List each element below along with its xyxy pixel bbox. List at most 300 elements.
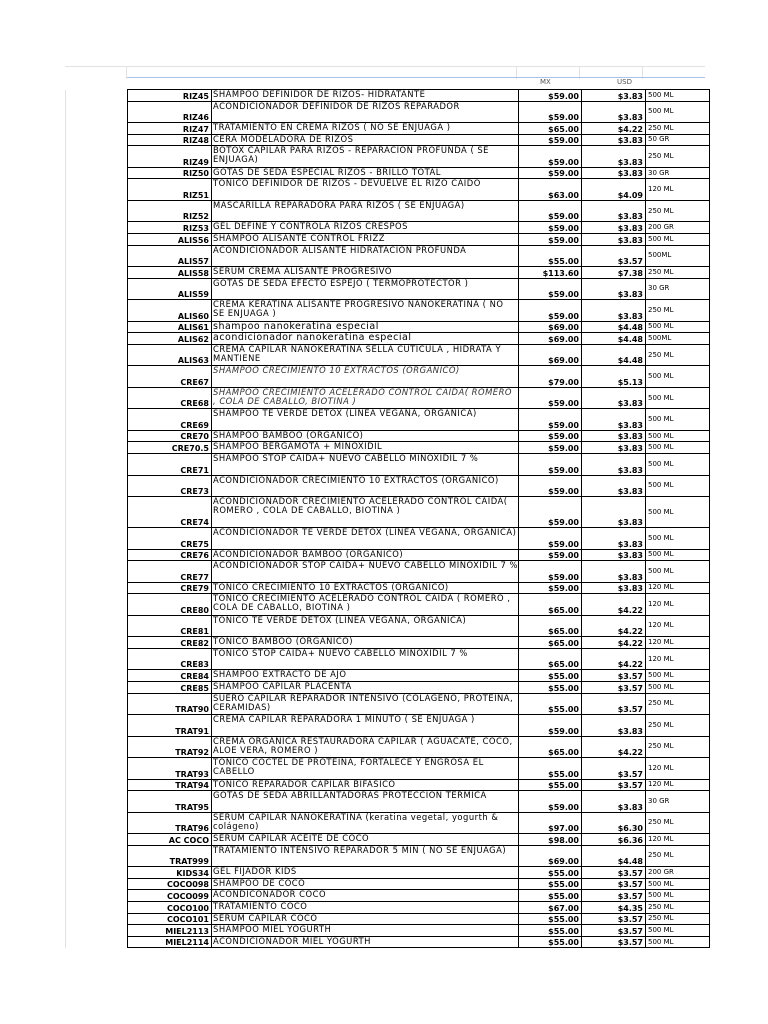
row-gutter <box>66 146 128 168</box>
table-row[interactable] <box>66 409 710 431</box>
product-size: 250 ML <box>646 300 710 322</box>
price-mx: $55.00 <box>519 878 582 890</box>
row-gutter <box>66 670 128 682</box>
product-description: BOTOX CAPILAR PARA RIZOS - REPARACION PROFUNDA ( SE ENJUAGA) <box>212 146 519 168</box>
product-code: RIZ52 <box>128 200 212 222</box>
row-gutter <box>66 637 128 649</box>
price-usd: $3.83 <box>582 791 646 813</box>
table-row[interactable] <box>66 779 710 791</box>
product-code: COCO101 <box>128 913 212 925</box>
product-description: TONICO CRECIMIENTO 10 EXTRACTOS (ORGANICO) <box>212 582 519 594</box>
table-row[interactable] <box>66 878 710 890</box>
price-mx: $55.00 <box>519 758 582 780</box>
price-mx: $65.00 <box>519 594 582 616</box>
table-row[interactable] <box>66 278 710 300</box>
product-code: ALIS59 <box>128 278 212 300</box>
product-description: TONICO STOP CAIDA+ NUEVO CABELLO MINOXIDIL 7 % <box>212 648 519 670</box>
product-size: 500 ML <box>646 528 710 550</box>
price-usd: $3.83 <box>582 167 646 179</box>
price-usd: $3.57 <box>582 890 646 902</box>
product-description: SHAMPOO STOP CAIDA+ NUEVO CABELLO MINOXIDIL 7 % <box>212 454 519 476</box>
table-row[interactable] <box>66 736 710 758</box>
product-code: CRE76 <box>128 549 212 561</box>
row-gutter <box>66 878 128 890</box>
price-usd: $3.83 <box>582 409 646 431</box>
row-gutter <box>66 528 128 550</box>
row-gutter <box>66 233 128 245</box>
table-row[interactable] <box>66 791 710 813</box>
table-row[interactable] <box>66 758 710 780</box>
product-size: 120 ML <box>646 594 710 616</box>
price-usd: $3.83 <box>582 715 646 737</box>
price-usd: $6.30 <box>582 812 646 834</box>
product-size: 120 ML <box>646 648 710 670</box>
table-row[interactable] <box>66 454 710 476</box>
row-gutter <box>66 179 128 201</box>
product-size: 500 ML <box>646 366 710 388</box>
product-description: SHAMPOO EXTRACTO DE AJO <box>212 670 519 682</box>
row-gutter <box>66 101 128 123</box>
product-code: CRE79 <box>128 582 212 594</box>
price-usd: $3.57 <box>582 925 646 937</box>
row-gutter <box>66 779 128 791</box>
price-usd: $4.22 <box>582 736 646 758</box>
price-mx: $59.00 <box>519 200 582 222</box>
product-description: CREMA ORGANICA RESTAURADORA CAPILAR ( AGUACATE, COCO, ALOE VERA, ROMERO ) <box>212 736 519 758</box>
product-description: SERUM CAPILAR COCO <box>212 913 519 925</box>
product-code: RIZ50 <box>128 167 212 179</box>
price-mx: $55.00 <box>519 936 582 948</box>
product-size: 250 ML <box>646 344 710 366</box>
row-gutter <box>66 693 128 715</box>
table-row[interactable] <box>66 845 710 867</box>
price-mx: $59.00 <box>519 90 582 102</box>
product-description: SHAMPOO ALISANTE CONTROL FRIZZ <box>212 233 519 245</box>
product-size: 30 GR <box>646 167 710 179</box>
product-size: 500ML <box>646 245 710 267</box>
table-row[interactable] <box>66 179 710 201</box>
product-description: SHAMPOO CRECIMIENTO 10 EXTRACTOS (ORGANICO) <box>212 366 519 388</box>
price-mx: $65.00 <box>519 615 582 637</box>
product-description: TONICO REPARADOR CAPILAR BIFASICO <box>212 779 519 791</box>
table-row[interactable] <box>66 475 710 497</box>
table-row[interactable] <box>66 528 710 550</box>
row-gutter <box>66 913 128 925</box>
product-code: CRE77 <box>128 561 212 583</box>
product-size: 250 ML <box>646 146 710 168</box>
product-size: 120 ML <box>646 637 710 649</box>
product-size: 500 ML <box>646 670 710 682</box>
product-size: 500 ML <box>646 561 710 583</box>
product-size: 500 ML <box>646 387 710 409</box>
product-description: ACONDICIONADOR BAMBOO (ORGANICO) <box>212 549 519 561</box>
price-mx: $69.00 <box>519 845 582 867</box>
product-code: TRAT93 <box>128 758 212 780</box>
product-description: GEL DEFINE Y CONTROLA RIZOS CRESPOS <box>212 222 519 234</box>
price-usd: $3.83 <box>582 101 646 123</box>
row-gutter <box>66 344 128 366</box>
product-description: GOTAS DE SEDA ESPECIAL RIZOS - BRILLO TOTAL <box>212 167 519 179</box>
price-mx: $59.00 <box>519 454 582 476</box>
product-code: ALIS62 <box>128 333 212 345</box>
table-row[interactable] <box>66 497 710 528</box>
price-mx: $55.00 <box>519 681 582 693</box>
table-row[interactable] <box>66 637 710 649</box>
product-size: 250 ML <box>646 913 710 925</box>
row-gutter <box>66 615 128 637</box>
price-mx: $59.00 <box>519 528 582 550</box>
table-row[interactable] <box>66 123 710 135</box>
table-row[interactable] <box>66 867 710 879</box>
product-size: 30 GR <box>646 791 710 813</box>
product-size: 500 ML <box>646 101 710 123</box>
product-description: CREMA CAPILAR REPARADORA 1 MINUTO ( SE ENJUAGA ) <box>212 715 519 737</box>
table-row[interactable] <box>66 90 710 102</box>
product-size: 120 ML <box>646 582 710 594</box>
price-mx: $55.00 <box>519 925 582 937</box>
table-row[interactable] <box>66 245 710 267</box>
price-mx: $59.00 <box>519 475 582 497</box>
price-mx: $59.00 <box>519 442 582 454</box>
product-description: SHAMPOO DEFINIDOR DE RIZOS- HIDRATANTE <box>212 90 519 102</box>
price-usd: $3.57 <box>582 758 646 780</box>
product-code: TRAT94 <box>128 779 212 791</box>
table-row[interactable] <box>66 693 710 715</box>
table-row[interactable] <box>66 549 710 561</box>
row-gutter <box>66 409 128 431</box>
table-row[interactable] <box>66 670 710 682</box>
price-mx: $59.00 <box>519 146 582 168</box>
product-description: ACONDICIONADOR MIEL YOGURTH <box>212 936 519 948</box>
product-size: 120 ML <box>646 179 710 201</box>
price-mx: $67.00 <box>519 901 582 913</box>
price-usd: $3.83 <box>582 528 646 550</box>
row-gutter <box>66 167 128 179</box>
product-size: 250 ML <box>646 715 710 737</box>
product-description: SHAMPOO BERGAMOTA + MINOXIDIL <box>212 442 519 454</box>
table-row[interactable] <box>66 936 710 948</box>
price-usd: $3.57 <box>582 670 646 682</box>
row-gutter <box>66 758 128 780</box>
product-description: CERA MODELADORA DE RIZOS <box>212 134 519 146</box>
product-code: ALIS61 <box>128 321 212 333</box>
product-description: TRATAMIENTO INTENSIVO REPARADOR 5 MIN ( NO SE ENJUAGA) <box>212 845 519 867</box>
price-mx: $65.00 <box>519 736 582 758</box>
product-description: ACONDICIONADOR DEFINIDOR DE RIZOS REPARADOR <box>212 101 519 123</box>
product-description: SHAMPOO DE COCO <box>212 878 519 890</box>
product-description: SUERO CAPILAR REPARADOR INTENSIVO (COLAGENO, PROTEINA, CERAMIDAS) <box>212 693 519 715</box>
row-gutter <box>66 430 128 442</box>
price-usd: $4.35 <box>582 901 646 913</box>
price-mx: $55.00 <box>519 913 582 925</box>
product-code: TRAT90 <box>128 693 212 715</box>
price-mx: $59.00 <box>519 387 582 409</box>
mx-column-header: MX <box>540 78 551 86</box>
product-size: 120 ML <box>646 758 710 780</box>
table-row[interactable] <box>66 134 710 146</box>
table-row[interactable] <box>66 233 710 245</box>
price-mx: $59.00 <box>519 549 582 561</box>
row-gutter <box>66 791 128 813</box>
product-code: RIZ45 <box>128 90 212 102</box>
product-description: CREMA CAPILAR NANOKERATINA SELLA CUTICULA , HIDRATA Y MANTIENE <box>212 344 519 366</box>
row-gutter <box>66 222 128 234</box>
table-row[interactable] <box>66 715 710 737</box>
price-usd: $3.83 <box>582 454 646 476</box>
product-code: ALIS60 <box>128 300 212 322</box>
row-gutter <box>66 715 128 737</box>
price-usd: $4.22 <box>582 123 646 135</box>
price-list-body <box>66 90 710 948</box>
table-row[interactable] <box>66 925 710 937</box>
price-usd: $4.48 <box>582 333 646 345</box>
product-description: SHAMPOO BAMBOO (ORGANICO) <box>212 430 519 442</box>
price-usd: $3.83 <box>582 475 646 497</box>
row-gutter <box>66 648 128 670</box>
price-mx: $59.00 <box>519 134 582 146</box>
row-gutter <box>66 867 128 879</box>
price-usd: $4.22 <box>582 594 646 616</box>
price-usd: $3.83 <box>582 561 646 583</box>
product-code: TRAT95 <box>128 791 212 813</box>
product-description: SHAMPOO CRECIMIENTO ACELERADO CONTROL CAIDA( ROMERO , COLA DE CABALLO, BIOTINA ) <box>212 387 519 409</box>
price-mx: $59.00 <box>519 582 582 594</box>
price-usd: $3.57 <box>582 936 646 948</box>
table-row[interactable] <box>66 594 710 616</box>
product-size: 50 GR <box>646 134 710 146</box>
product-description: ACONDICIONADOR CRECIMIENTO ACELERADO CONTROL CAIDA( ROMERO , COLA DE CABALLO, BIOTINA ) <box>212 497 519 528</box>
row-gutter <box>66 582 128 594</box>
product-code: CRE85 <box>128 681 212 693</box>
row-gutter <box>66 834 128 846</box>
product-size: 500 ML <box>646 454 710 476</box>
product-description: GOTAS DE SEDA ABRILLANTADORAS PROTECCION TERMICA <box>212 791 519 813</box>
table-row[interactable] <box>66 615 710 637</box>
row-gutter <box>66 454 128 476</box>
product-code: COCO100 <box>128 901 212 913</box>
product-size: 250 ML <box>646 200 710 222</box>
price-mx: $97.00 <box>519 812 582 834</box>
table-row[interactable] <box>66 267 710 279</box>
product-code: CRE81 <box>128 615 212 637</box>
row-gutter <box>66 134 128 146</box>
product-description: ACONDICIONADOR TE VERDE DETOX (LINEA VEGANA, ORGANICA) <box>212 528 519 550</box>
price-mx: $55.00 <box>519 245 582 267</box>
price-mx: $59.00 <box>519 101 582 123</box>
product-code: CRE73 <box>128 475 212 497</box>
product-size: 250 ML <box>646 123 710 135</box>
price-usd: $3.57 <box>582 681 646 693</box>
product-code: RIZ49 <box>128 146 212 168</box>
price-usd: $3.57 <box>582 693 646 715</box>
product-description: TONICO DEFINIDOR DE RIZOS - DEVUELVE EL RIZO CAIDO <box>212 179 519 201</box>
price-mx: $98.00 <box>519 834 582 846</box>
product-description: TRATAMIENTO EN CREMA RIZOS ( NO SE ENJUAGA ) <box>212 123 519 135</box>
product-description: TONICO TE VERDE DETOX (LINEA VEGANA, ORGANICA) <box>212 615 519 637</box>
table-row[interactable] <box>66 681 710 693</box>
product-code: CRE67 <box>128 366 212 388</box>
product-code: RIZ53 <box>128 222 212 234</box>
price-mx: $69.00 <box>519 321 582 333</box>
price-mx: $55.00 <box>519 779 582 791</box>
table-row[interactable] <box>66 901 710 913</box>
product-size: 500 ML <box>646 878 710 890</box>
table-row[interactable] <box>66 200 710 222</box>
product-code: CRE70.5 <box>128 442 212 454</box>
table-row[interactable] <box>66 561 710 583</box>
product-size: 250 ML <box>646 736 710 758</box>
table-row[interactable] <box>66 890 710 902</box>
product-description: CREMA KERATINA ALISANTE PROGRESIVO NANOKERATINA ( NO SE ENJUAGA ) <box>212 300 519 322</box>
table-row[interactable] <box>66 333 710 345</box>
row-gutter <box>66 278 128 300</box>
row-gutter <box>66 300 128 322</box>
product-code: RIZ46 <box>128 101 212 123</box>
table-row[interactable] <box>66 300 710 322</box>
price-mx: $59.00 <box>519 300 582 322</box>
product-code: KIDS34 <box>128 867 212 879</box>
product-code: TRAT92 <box>128 736 212 758</box>
row-gutter <box>66 901 128 913</box>
price-usd: $3.83 <box>582 200 646 222</box>
product-code: ALIS57 <box>128 245 212 267</box>
product-code: CRE70 <box>128 430 212 442</box>
product-size: 500 ML <box>646 936 710 948</box>
price-mx: $63.00 <box>519 179 582 201</box>
row-gutter <box>66 925 128 937</box>
product-size: 500 ML <box>646 430 710 442</box>
price-usd: $3.83 <box>582 549 646 561</box>
table-row[interactable] <box>66 812 710 834</box>
price-usd: $4.48 <box>582 845 646 867</box>
product-size: 200 GR <box>646 222 710 234</box>
price-usd: $3.83 <box>582 90 646 102</box>
price-mx: $59.00 <box>519 791 582 813</box>
table-row[interactable] <box>66 344 710 366</box>
product-size: 500 ML <box>646 890 710 902</box>
price-usd: $4.48 <box>582 321 646 333</box>
product-code: COCO098 <box>128 878 212 890</box>
price-mx: $59.00 <box>519 409 582 431</box>
row-gutter <box>66 200 128 222</box>
price-usd: $4.09 <box>582 179 646 201</box>
product-size: 500 ML <box>646 442 710 454</box>
price-usd: $3.83 <box>582 233 646 245</box>
row-gutter <box>66 387 128 409</box>
row-gutter <box>66 561 128 583</box>
product-size: 250 ML <box>646 693 710 715</box>
table-row[interactable] <box>66 167 710 179</box>
table-row[interactable] <box>66 146 710 168</box>
row-gutter <box>66 736 128 758</box>
product-size: 120 ML <box>646 779 710 791</box>
product-description: GEL FIJADOR KIDS <box>212 867 519 879</box>
price-mx: $55.00 <box>519 867 582 879</box>
table-row[interactable] <box>66 101 710 123</box>
table-row[interactable] <box>66 430 710 442</box>
price-usd: $3.83 <box>582 497 646 528</box>
price-usd: $3.83 <box>582 387 646 409</box>
product-code: ALIS63 <box>128 344 212 366</box>
table-row[interactable] <box>66 321 710 333</box>
product-code: RIZ51 <box>128 179 212 201</box>
row-gutter <box>66 475 128 497</box>
row-gutter <box>66 90 128 102</box>
product-code: CRE69 <box>128 409 212 431</box>
table-row[interactable] <box>66 442 710 454</box>
product-size: 500 ML <box>646 321 710 333</box>
product-code: CRE68 <box>128 387 212 409</box>
price-usd: $3.57 <box>582 878 646 890</box>
table-row[interactable] <box>66 913 710 925</box>
product-code: COCO099 <box>128 890 212 902</box>
price-mx: $59.00 <box>519 561 582 583</box>
product-code: CRE82 <box>128 637 212 649</box>
product-code: ALIS58 <box>128 267 212 279</box>
product-code: TRAT96 <box>128 812 212 834</box>
product-description: GOTAS DE SEDA EFECTO ESPEJO ( TERMOPROTECTOR ) <box>212 278 519 300</box>
price-mx: $59.00 <box>519 430 582 442</box>
table-row[interactable] <box>66 648 710 670</box>
product-size: 250 ML <box>646 267 710 279</box>
product-description: SERUM CAPILAR NANOKERATINA (keratina vegetal, yogurth & colágeno) <box>212 812 519 834</box>
product-code: RIZ47 <box>128 123 212 135</box>
price-mx: $65.00 <box>519 637 582 649</box>
row-gutter <box>66 321 128 333</box>
product-size: 500 ML <box>646 925 710 937</box>
product-size: 250 ML <box>646 845 710 867</box>
table-row[interactable] <box>66 366 710 388</box>
table-row[interactable] <box>66 387 710 409</box>
product-code: CRE71 <box>128 454 212 476</box>
product-code: RIZ48 <box>128 134 212 146</box>
row-gutter <box>66 845 128 867</box>
row-gutter <box>66 594 128 616</box>
price-usd: $3.57 <box>582 913 646 925</box>
price-mx: $55.00 <box>519 890 582 902</box>
product-code: MIEL2113 <box>128 925 212 937</box>
price-usd: $5.13 <box>582 366 646 388</box>
product-description: SHAMPOO CAPILAR PLACENTA <box>212 681 519 693</box>
product-size: 30 GR <box>646 278 710 300</box>
table-row[interactable] <box>66 222 710 234</box>
product-code: CRE74 <box>128 497 212 528</box>
product-description: SHAMPOO TE VERDE DETOX (LINEA VEGANA, ORGANICA) <box>212 409 519 431</box>
product-code: CRE83 <box>128 648 212 670</box>
row-gutter <box>66 681 128 693</box>
price-usd: $7.38 <box>582 267 646 279</box>
row-gutter <box>66 267 128 279</box>
row-gutter <box>66 812 128 834</box>
row-gutter <box>66 936 128 948</box>
product-description: TONICO CRECIMIENTO ACELERADO CONTROL CAIDA ( ROMERO , COLA DE CABALLO, BIOTINA ) <box>212 594 519 616</box>
product-description: SHAMPOO MIEL YOGURTH <box>212 925 519 937</box>
table-row[interactable] <box>66 834 710 846</box>
price-usd: $3.57 <box>582 779 646 791</box>
price-mx: $55.00 <box>519 693 582 715</box>
price-usd: $6.36 <box>582 834 646 846</box>
price-usd: $3.83 <box>582 146 646 168</box>
price-usd: $4.22 <box>582 615 646 637</box>
product-size: 120 ML <box>646 834 710 846</box>
product-size: 500 ML <box>646 681 710 693</box>
table-row[interactable] <box>66 582 710 594</box>
price-mx: $79.00 <box>519 366 582 388</box>
row-gutter <box>66 497 128 528</box>
price-mx: $59.00 <box>519 233 582 245</box>
price-usd: $3.57 <box>582 867 646 879</box>
price-mx: $69.00 <box>519 333 582 345</box>
